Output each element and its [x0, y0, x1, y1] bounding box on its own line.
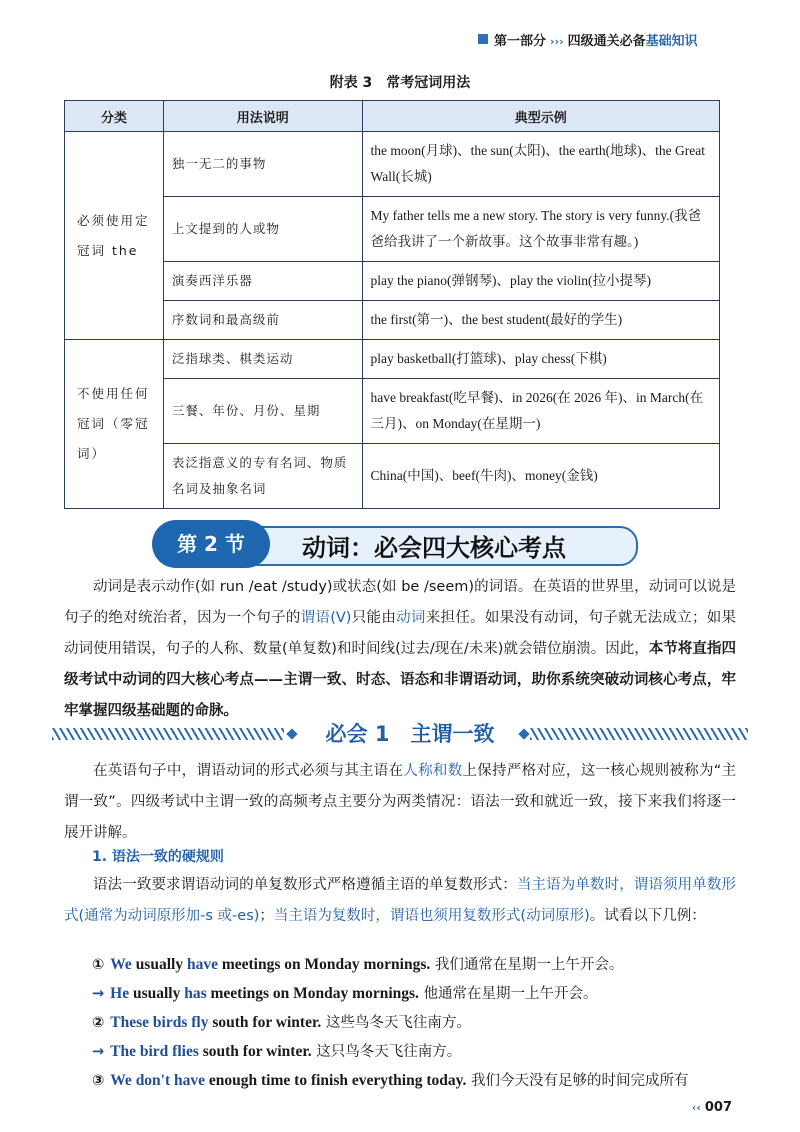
header-text: 第一部分 ››› 四级通关必备基础知识: [494, 34, 698, 49]
page-number: ‹‹ 007: [691, 1100, 732, 1115]
table-row: [65, 444, 720, 509]
table-row: [65, 301, 720, 340]
example-sentence: ① We usually have meetings on Monday mornings. 我们通常在星期一上午开会。: [92, 956, 624, 973]
usage-cell: 独一无二的事物: [163, 132, 362, 197]
usage-cell: 三餐、年份、月份、星期: [163, 379, 362, 444]
rule-paragraph: 语法一致要求谓语动词的单复数形式严格遵循主语的单复数形式：当主语为单数时，谓语须用单数形式(通常为动词原形加-s 或-es)；当主语为复数时，谓语也须用复数形式(动词原形)。试看以下几例：: [64, 877, 737, 924]
usage-cell: 序数词和最高级前: [163, 301, 362, 340]
example-sentence: → He usually has meetings on Monday mornings. 他通常在星期一上午开会。: [92, 985, 598, 1002]
usage-cell: 泛指球类、棋类运动: [163, 340, 362, 379]
left-stripe: [52, 728, 284, 740]
usage-cell: 演奏西洋乐器: [163, 262, 362, 301]
table-title: 附表 3 常考冠词用法: [329, 75, 471, 91]
example-cell: the first(第一)、the best student(最好的学生): [362, 301, 719, 340]
category-cell: 不使用任何冠词（零冠词）: [65, 340, 164, 509]
example-cell: My father tells me a new story. The story is very funny.(我爸爸给我讲了一个新故事。这个故事非常有趣。): [362, 197, 719, 262]
example-cell: play basketball(打篮球)、play chess(下棋): [362, 340, 719, 379]
example-sentence: ③ We don't have enough time to finish everything today. 我们今天没有足够的时间完成所有: [92, 1072, 689, 1089]
table-row: [65, 262, 720, 301]
table-row: [65, 197, 720, 262]
column-header: 分类: [65, 101, 164, 132]
table-row: [65, 132, 720, 197]
category-cell: 必须使用定冠词 the: [65, 132, 164, 340]
section-heading: [152, 520, 648, 568]
intro-paragraph: 动词是表示动作(如 run /eat /study)或状态(如 be /seem)的词语。在英语的世界里，动词可以说是句子的绝对统治者，因为一个句子的谓语(V)只能由动词来担任。如果没有动词，句子就无法成立；如果动词使用错误，句子的人称、数量(单复数)和时间线(过去/现在/未来)就会错位崩溃。因此，本节将直指四级考试中动词的四大核心考点——主谓一致、时态、语态和非谓语动词，助你系统突破动词核心考点，牢牢掌握四级基础题的命脉。: [64, 579, 737, 719]
section-title: 动词：必会四大核心考点: [302, 534, 566, 562]
diamond-icon: [286, 728, 297, 739]
example-cell: China(中国)、beef(牛肉)、money(金钱): [362, 444, 719, 509]
example-cell: have breakfast(吃早餐)、in 2026(在 2026 年)、in March(在三月)、on Monday(在星期一): [362, 379, 719, 444]
example-sentence: → The bird flies south for winter. 这只鸟冬天飞往南方。: [92, 1043, 462, 1060]
example-cell: play the piano(弹钢琴)、play the violin(拉小提琴): [362, 262, 719, 301]
article-usage-table: [64, 100, 720, 509]
table-row: [65, 379, 720, 444]
agreement-paragraph: 在英语句子中，谓语动词的形式必须与其主语在人称和数上保持严格对应，这一核心规则被称为“主谓一致”。四级考试中主谓一致的高频考点主要分为两类情况：语法一致和就近一致，接下来我们将逐一展开讲解。: [64, 763, 737, 841]
must-know-title: 必会 1 主谓一致: [325, 722, 495, 746]
usage-cell: 表泛指意义的专有名词、物质名词及抽象名词: [163, 444, 362, 509]
right-stripe: [530, 728, 748, 740]
must-know-heading: [52, 716, 748, 752]
table-row: [65, 340, 720, 379]
usage-cell: 上文提到的人或物: [163, 197, 362, 262]
page-header: [0, 28, 800, 52]
header-square-icon: [478, 34, 488, 44]
example-sentence: ② These birds fly south for winter. 这些鸟冬天飞往南方。: [92, 1014, 471, 1031]
table-header-row: [65, 101, 720, 132]
rule-subtitle: 1. 语法一致的硬规则: [92, 849, 224, 865]
section-badge: 第 2 节: [152, 520, 270, 568]
column-header: 典型示例: [362, 101, 719, 132]
example-cell: the moon(月球)、the sun(太阳)、the earth(地球)、the Great Wall(长城): [362, 132, 719, 197]
column-header: 用法说明: [163, 101, 362, 132]
